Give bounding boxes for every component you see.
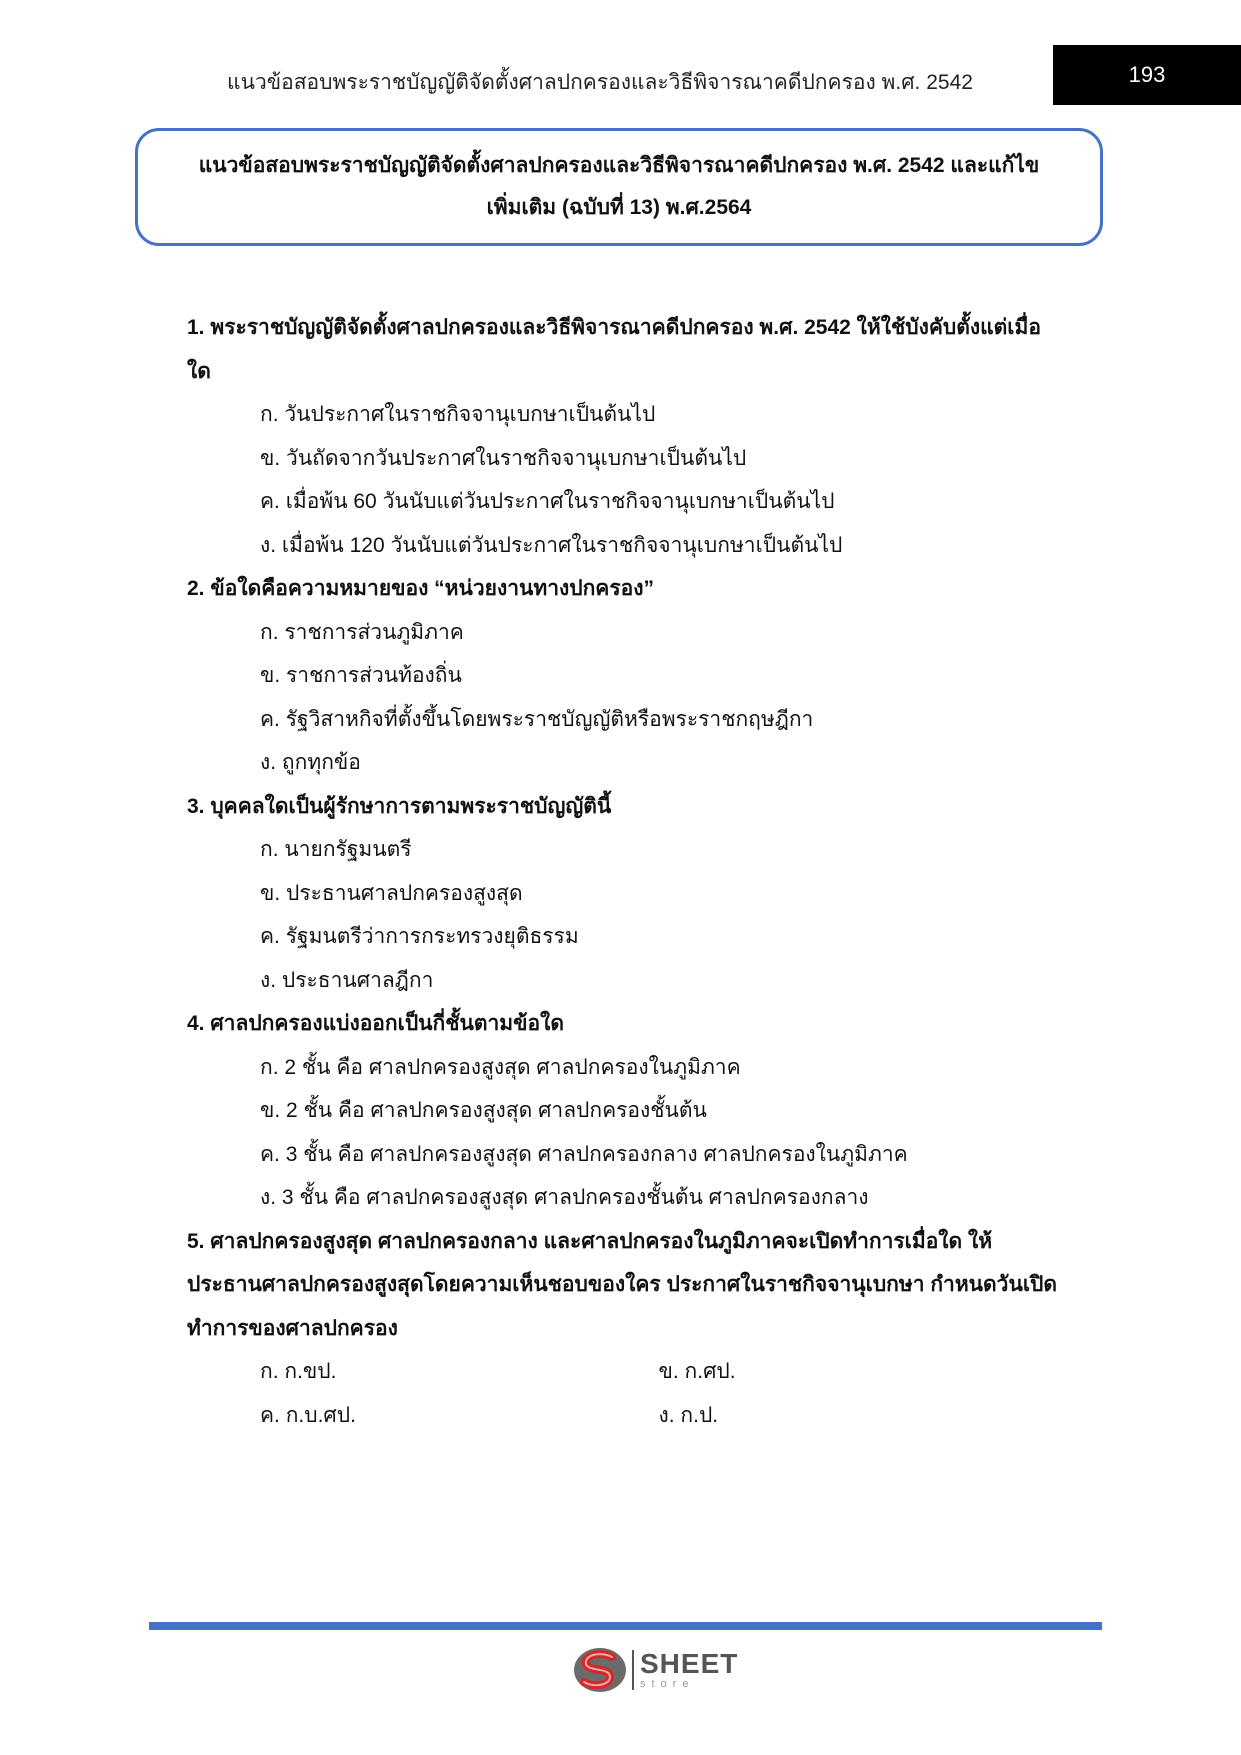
sheet-store-logo — [572, 1645, 738, 1695]
choice-c: ค. ก.บ.ศป. — [260, 1403, 356, 1427]
question-list — [187, 306, 1057, 1437]
question-text: 3. บุคคลใดเป็นผู้รักษาการตามพระราชบัญญัตินี้ — [187, 794, 612, 818]
question-3 — [187, 785, 1057, 1003]
running-header: แนวข้อสอบพระราชบัญญัติจัดตั้งศาลปกครองและวิธีพิจารณาคดีปกครอง พ.ศ. 2542 — [227, 71, 973, 94]
question-5 — [187, 1220, 1057, 1438]
logo-word: SHEET — [640, 1648, 739, 1679]
choice-b: ข. ราชการส่วนท้องถิ่น — [260, 664, 462, 687]
choice-a: ก. ราชการส่วนภูมิภาค — [260, 620, 464, 644]
logo-text — [640, 1650, 738, 1690]
logo-divider — [632, 1650, 634, 1690]
question-4 — [187, 1002, 1057, 1220]
choice-c: ค. รัฐมนตรีว่าการกระทรวงยุติธรรม — [260, 925, 579, 948]
question-text: 5. ศาลปกครองสูงสุด ศาลปกครองกลาง และศาลปกครองในภูมิภาคจะเปิดทำการเมื่อใด ให้ประธานศาลปกครองสูงสุดโดยความเห็นชอบของใคร ประกาศในราชกิจจานุเบกษา กำหนดวันเปิดทำการของศาลปกครอง — [187, 1229, 1057, 1340]
page-number: 193 — [1053, 45, 1241, 105]
choice-a: ก. 2 ชั้น คือ ศาลปกครองสูงสุด ศาลปกครองในภูมิภาค — [260, 1055, 741, 1079]
choice-a: ก. นายกรัฐมนตรี — [260, 838, 412, 861]
choice-b: ข. ประธานศาลปกครองสูงสุด — [260, 881, 523, 905]
choice-row — [187, 1394, 1057, 1438]
question-text: 1. พระราชบัญญัติจัดตั้งศาลปกครองและวิธีพิจารณาคดีปกครอง พ.ศ. 2542 ให้ใช้บังคับตั้งแต่เมื่อใด — [187, 316, 1041, 383]
choice-d: ง. ประธานศาลฎีกา — [260, 968, 434, 992]
footer-rule — [149, 1622, 1102, 1630]
choice-d: ง. เมื่อพ้น 120 วันนับแต่วันประกาศในราชกิจจานุเบกษาเป็นต้นไป — [260, 533, 843, 557]
choice-b: ข. วันถัดจากวันประกาศในราชกิจจานุเบกษาเป็นต้นไป — [260, 446, 747, 470]
choice-c: ค. เมื่อพ้น 60 วันนับแต่วันประกาศในราชกิจจานุเบกษาเป็นต้นไป — [260, 490, 835, 513]
question-2 — [187, 567, 1057, 785]
title-line-2: เพิ่มเติม (ฉบับที่ 13) พ.ศ.2564 — [486, 196, 752, 219]
choice-row — [187, 1350, 1057, 1394]
title-line-1: แนวข้อสอบพระราชบัญญัติจัดตั้งศาลปกครองและวิธีพิจารณาคดีปกครอง พ.ศ. 2542 และแก้ไข — [198, 154, 1040, 177]
choice-d: ง. ถูกทุกข้อ — [260, 751, 361, 774]
logo-subtitle: store — [640, 1678, 695, 1690]
choice-d: ง. ก.ป. — [658, 1403, 719, 1427]
choice-d: ง. 3 ชั้น คือ ศาลปกครองสูงสุด ศาลปกครองชั้นต้น ศาลปกครองกลาง — [260, 1186, 869, 1209]
question-text: 4. ศาลปกครองแบ่งออกเป็นกี่ชั้นตามข้อใด — [187, 1012, 564, 1035]
choice-b: ข. 2 ชั้น คือ ศาลปกครองสูงสุด ศาลปกครองชั้นต้น — [260, 1099, 707, 1122]
choice-a: ก. ก.ขป. — [260, 1360, 337, 1383]
choice-c: ค. รัฐวิสาหกิจที่ตั้งขึ้นโดยพระราชบัญญัติหรือพระราชกฤษฎีกา — [260, 707, 814, 731]
choice-c: ค. 3 ชั้น คือ ศาลปกครองสูงสุด ศาลปกครองกลาง ศาลปกครองในภูมิภาค — [260, 1142, 908, 1166]
choice-b: ข. ก.ศป. — [658, 1360, 736, 1383]
question-text: 2. ข้อใดคือความหมายของ “หน่วยงานทางปกครอง” — [187, 577, 655, 600]
question-1 — [187, 306, 1057, 567]
choice-a: ก. วันประกาศในราชกิจจานุเบกษาเป็นต้นไป — [260, 403, 656, 426]
title-box — [135, 128, 1103, 246]
sheet-store-s-logo-icon — [572, 1645, 628, 1695]
